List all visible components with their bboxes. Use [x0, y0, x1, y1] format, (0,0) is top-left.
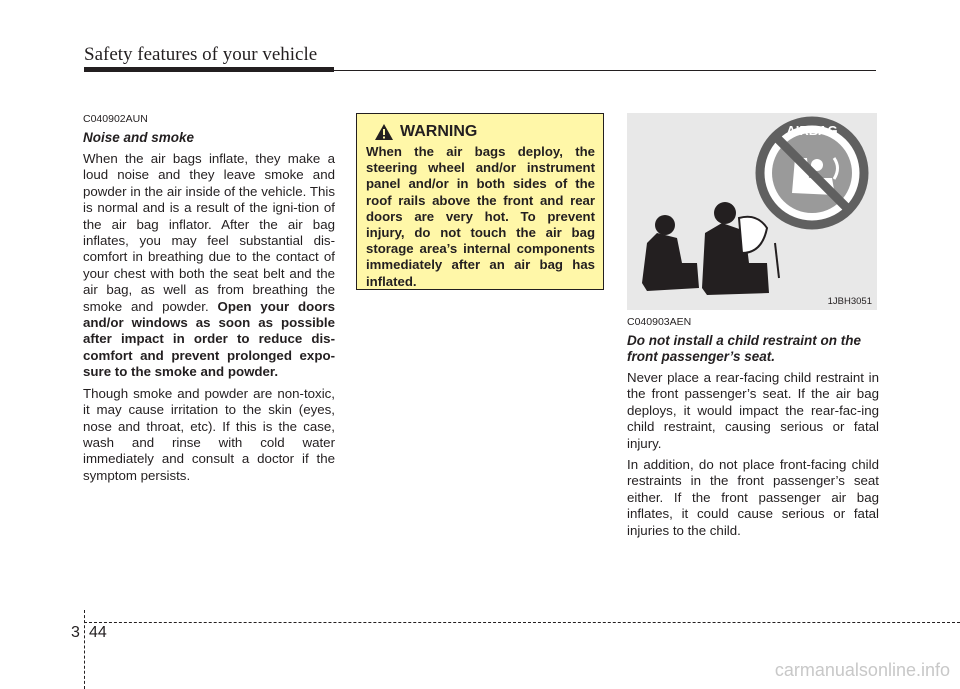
paragraph	[83, 151, 335, 381]
right-column	[627, 316, 879, 544]
airbag-warning-graphic	[627, 113, 877, 310]
section-code: C040902AUN	[83, 113, 148, 125]
section-code: C040903AEN	[627, 316, 692, 328]
section-heading: Do not install a child restraint on the front passenger’s seat.	[627, 333, 862, 364]
warning-box	[356, 113, 604, 290]
paragraph: In addition, do not place front-facing child restraints in the front passenger’s seat either. If the front passenger air bag inflates, it could cause serious or fatal injuries to the child.	[627, 457, 879, 538]
airbag-illustration	[627, 113, 877, 310]
header-rule-thick	[84, 67, 334, 72]
watermark: carmanualsonline.info	[774, 660, 950, 680]
paragraph: Never place a rear-facing child restraint in the front passenger’s seat. If the air bag deploys, it would impact the rear-fac-ing child restraint, causing serious or fatal injury.	[627, 370, 879, 451]
header-rule-thin	[334, 70, 876, 71]
page-number: 44	[89, 624, 107, 641]
paragraph-text: When the air bags inflate, they make a loud noise and they leave smoke and powder in the air inside of the vehicle. This is normal and is a result of the igni-tion of the air bag inflator. After the air bag inflates, you may feel substantial dis-comfort in breathing due to the contact of your chest with both the seat belt and the air bag, as well as from breathing the smoke and powder.	[83, 151, 335, 314]
figure-code: 1JBH3051	[827, 296, 872, 307]
footer-rule	[84, 622, 960, 623]
page-header-title: Safety features of your vehicle	[84, 44, 318, 65]
rear-seat-passenger-icon	[642, 233, 699, 291]
warning-title: WARNING	[400, 123, 478, 140]
left-column	[83, 113, 335, 489]
warning-header	[366, 123, 595, 141]
paragraph: Though smoke and powder are non-toxic, it may cause irritation to the skin (eyes, nose and throat, etc). If this is the case, wash and rinse with cold water immediately and consult a doctor if the symptom persists.	[83, 385, 335, 483]
airbag-label: AIRBAG	[786, 123, 838, 138]
deployed-airbag-icon	[739, 217, 767, 253]
paragraph-bold-text: Open your doors and/or windows as soon as possible after impact in order to reduce dis-comfort and prevent prolonged expo-sure to the smoke and powder.	[83, 298, 335, 380]
section-heading: Noise and smoke	[83, 130, 195, 145]
warning-triangle-icon	[374, 123, 394, 141]
warning-text: When the air bags deploy, the steering wheel and/or instrument panel and/or in both sides of the roof rails above the front and rear doors are very hot. To prevent injury, do not touch the air bag storage area’s internal components immediately after an air bag has inflated.	[366, 144, 595, 289]
chapter-number: 3	[71, 624, 80, 641]
